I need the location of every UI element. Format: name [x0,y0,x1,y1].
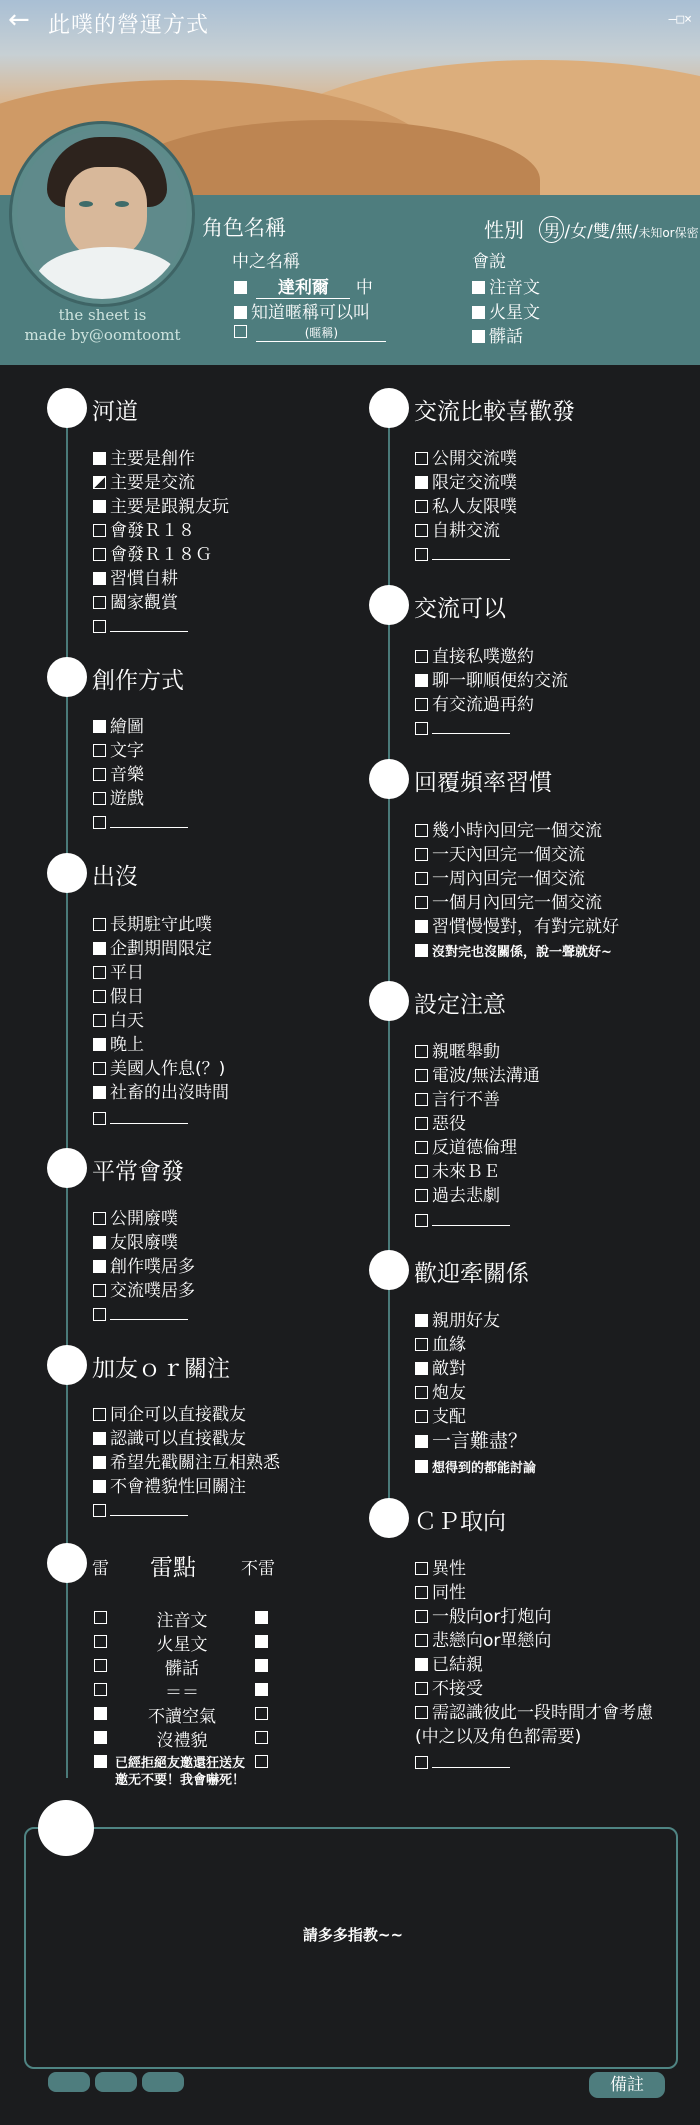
checkbox-empty[interactable] [415,1410,428,1423]
option-item: 長期駐守此噗 [93,914,212,936]
checkbox-empty[interactable] [415,1586,428,1599]
mid-name-value[interactable]: 達利爾 [256,273,350,299]
gender-option-selected[interactable]: 男 [539,216,564,243]
option-item: 已結親 [415,1654,483,1676]
option-blank [415,1210,510,1232]
checkbox-empty[interactable] [415,524,428,537]
blank-line[interactable] [110,1308,188,1320]
option-item: 一般向or打炮向 [415,1606,551,1628]
option-item: 同性 [415,1582,466,1604]
option-item: 不會禮貌性回關注 [93,1476,246,1498]
section-dot [47,1148,87,1188]
landmine-item: 注音文 [156,1611,208,1631]
checkbox-empty[interactable] [93,816,106,829]
section-title-exchange-ok: 交流可以 [414,596,506,622]
nickname-ok-row [234,298,370,323]
option-item: 會發Ｒ１８ [93,520,195,542]
sheet-credit [10,305,195,345]
section-title-landmine: 雷點 [150,1555,196,1581]
checkbox-checked[interactable] [415,674,428,687]
mine-column-label: 雷 [92,1559,109,1579]
section-dot [369,1498,409,1538]
checkbox-empty[interactable] [415,452,428,465]
speaks-item [472,273,540,298]
checkbox-empty[interactable] [415,1214,428,1227]
gender-option[interactable]: 雙 [592,222,610,242]
checkbox-empty[interactable] [415,1045,428,1058]
option-item: 白天 [93,1010,144,1032]
notes-dot [38,1800,94,1856]
blank-line[interactable] [110,1504,188,1516]
option-item: 幾小時內回完一個交流 [415,820,602,842]
blank-line[interactable] [432,1214,510,1226]
option-item: 晚上 [93,1034,144,1056]
notes-button[interactable]: 備註 [589,2072,665,2098]
option-item: 限定交流噗 [415,472,517,494]
checkbox-empty[interactable] [93,744,106,757]
checkbox-checked[interactable] [93,1480,106,1493]
option-item: 自耕交流 [415,520,500,542]
option-item: 親暱舉動 [415,1041,500,1063]
checkbox-empty[interactable] [415,1093,428,1106]
option-item: 一周內回完一個交流 [415,868,585,890]
speaks-item [472,322,523,347]
safe-checkbox-empty[interactable] [255,1707,268,1720]
checkbox-empty[interactable] [415,1634,428,1647]
title-bar [0,0,700,42]
checkbox-empty[interactable] [415,1562,428,1575]
option-item: 一言難盡？ [415,1430,527,1453]
section-dot [369,388,409,428]
mine-checkbox-empty[interactable] [94,1659,107,1672]
checkbox-checked[interactable] [93,1260,106,1273]
option-item: 主要是創作 [93,448,195,470]
option-item: 血緣 [415,1334,466,1356]
mid-name-row [234,273,373,299]
option-item: 直接私噗邀約 [415,646,534,668]
option-item: 習慣自耕 [93,568,178,590]
option-blank [415,544,510,566]
option-item: 平日 [93,962,144,984]
footer-pill-button[interactable] [48,2072,90,2092]
option-item: 敵對 [415,1358,466,1380]
checkbox-empty[interactable] [415,1117,428,1130]
checkbox-empty[interactable] [93,1308,106,1321]
checkbox-empty[interactable] [415,1386,428,1399]
landmine-extra-line: 已經拒絕友邀還狂送友 [115,1756,246,1771]
checkbox-empty[interactable] [93,1284,106,1297]
nickname-row [234,322,386,342]
mine-checkbox-checked[interactable] [94,1731,107,1744]
option-item: 親朋好友 [415,1310,500,1332]
checkbox-checked[interactable] [415,1658,428,1671]
checkbox-checked[interactable] [234,306,247,319]
section-title-posting: 平常會發 [92,1159,184,1185]
option-blank [415,718,510,740]
nickname-hint[interactable]: (暱稱) [256,324,386,342]
checkbox-checked[interactable] [93,572,106,585]
checkbox-empty[interactable] [415,1141,428,1154]
checkbox-empty[interactable] [93,792,106,805]
checkbox-empty[interactable] [415,500,428,513]
section-title-cp: ＣＰ取向 [414,1509,506,1535]
checkbox-empty[interactable] [415,1069,428,1082]
section-title-presence: 出沒 [92,864,138,890]
option-blank [415,1752,510,1774]
gender-option[interactable]: 未知or保密 [638,226,699,240]
avatar [12,124,192,304]
checkbox-empty[interactable] [415,1610,428,1623]
mid-name-label: 中之名稱 [232,252,300,272]
checkbox-empty[interactable] [93,548,106,561]
section-title-follow: 加友ｏｒ關注 [92,1356,230,1382]
landmine-item: 火星文 [156,1635,208,1655]
section-dot [47,1543,87,1583]
section-dot [369,585,409,625]
option-item: 創作噗居多 [93,1256,195,1278]
footer-pill-button[interactable] [95,2072,137,2092]
checkbox-checked[interactable] [472,281,485,294]
option-item: 一個月內回完一個交流 [415,892,602,914]
option-item: 同企可以直接戳友 [93,1404,246,1426]
option-item: 異性 [415,1558,466,1580]
checkbox-empty[interactable] [415,1706,428,1719]
mine-checkbox-checked[interactable] [94,1707,107,1720]
option-item: 惡役 [415,1113,466,1135]
checkbox-empty[interactable] [93,620,106,633]
checkbox-checked[interactable] [415,1362,428,1375]
section-title-creation: 創作方式 [92,668,184,694]
option-item: 假日 [93,986,144,1008]
footer-pill-button[interactable] [142,2072,184,2092]
landmine-item: 不讀空氣 [148,1707,216,1727]
option-item: 過去悲劇 [415,1185,500,1207]
avatar-face [65,167,147,259]
credit-line: made by@oomtoomt [24,326,181,344]
section-title-river: 河道 [92,399,138,425]
option-item: 企劃期間限定 [93,938,212,960]
landmine-extra-line: 邀无不要！我會嚇死！ [115,1773,246,1788]
option-item: 電波/無法溝通 [415,1065,540,1087]
landmine-item: ＝＝ [165,1683,199,1703]
section-dot [369,981,409,1021]
option-item: 想得到的都能討論 [415,1458,536,1480]
checkbox-empty[interactable] [415,650,428,663]
blank-line[interactable] [110,620,188,632]
checkbox-checked[interactable] [93,1236,106,1249]
checkbox-checked[interactable] [93,1086,106,1099]
option-item: 闔家觀賞 [93,592,178,614]
mine-checkbox-empty[interactable] [94,1683,107,1696]
checkbox-checked[interactable] [415,476,428,489]
option-item: 聊一聊順便約交流 [415,670,568,692]
option-item: 交流噗居多 [93,1280,195,1302]
checkbox-empty[interactable] [93,918,106,931]
mine-checkbox-empty[interactable] [94,1635,107,1648]
checkbox-checked[interactable] [415,920,428,933]
speaks-label-text: 髒話 [489,327,523,347]
checkbox-empty[interactable] [415,548,428,561]
checkbox-empty[interactable] [415,1165,428,1178]
checkbox-empty[interactable] [415,896,428,909]
blank-line[interactable] [432,722,510,734]
role-name-label: 角色名稱 [202,216,286,240]
option-item: 習慣慢慢對，有對完就好 [415,916,619,938]
gender-label: 性別 [484,218,524,242]
blank-line[interactable] [432,1756,510,1768]
section-title-caution: 設定注意 [414,992,506,1018]
section-title-exchange: 交流比較喜歡發 [414,399,575,425]
checkbox-empty[interactable] [415,1756,428,1769]
option-item: 希望先戳關注互相熟悉 [93,1452,280,1474]
option-item: 主要是交流 [93,472,195,494]
checkbox-checked[interactable] [93,452,106,465]
section-title-relation: 歡迎牽關係 [414,1261,529,1287]
option-note: (中之以及角色都需要) [415,1727,582,1747]
checkbox-empty[interactable] [93,1212,106,1225]
option-item: 友限廢噗 [93,1232,178,1254]
option-item: 沒對完也沒關係，說一聲就好~ [415,942,612,964]
option-item: 有交流過再約 [415,694,534,716]
option-item: 未來ＢＥ [415,1161,500,1183]
checkbox-checked[interactable] [93,720,106,733]
option-item: 公開廢噗 [93,1208,178,1230]
blank-line[interactable] [432,548,510,560]
option-blank [93,812,188,834]
checkbox-checked[interactable] [93,500,106,513]
safe-checkbox-checked[interactable] [255,1611,268,1624]
checkbox-empty[interactable] [93,1408,106,1421]
checkbox-empty[interactable] [93,966,106,979]
checkbox-checked[interactable] [93,1456,106,1469]
checkbox-empty[interactable] [93,990,106,1003]
safe-checkbox-checked[interactable] [255,1683,268,1696]
option-item: 炮友 [415,1382,466,1404]
safe-checkbox-checked[interactable] [255,1635,268,1648]
checkbox-empty[interactable] [93,1112,106,1125]
checkbox-checked[interactable] [472,306,485,319]
notes-text: 請多多指教~~ [302,1926,404,1944]
mine-checkbox-empty[interactable] [94,1611,107,1624]
checkbox-empty[interactable] [415,722,428,735]
checkbox-checked[interactable] [415,1314,428,1327]
checkbox-empty[interactable] [93,596,106,609]
checkbox-empty[interactable] [93,1062,106,1075]
option-item: 主要是跟親友玩 [93,496,229,518]
option-item: 悲戀向or單戀向 [415,1630,551,1652]
option-item: 公開交流噗 [415,448,517,470]
option-item: 會發Ｒ１８Ｇ [93,544,212,566]
option-item: 不接受 [415,1678,483,1700]
mid-name-suffix: 中 [355,278,373,298]
notes-box [24,1827,678,2069]
checkbox-checked[interactable] [93,1038,106,1051]
option-blank [93,1500,188,1522]
option-item: 私人友限噗 [415,496,517,518]
window-controls[interactable]: –□× [668,12,692,27]
speaks-label: 會說 [472,252,506,272]
speaks-label-text: 火星文 [489,303,540,323]
checkbox-empty[interactable] [415,1682,428,1695]
safe-checkbox-empty[interactable] [255,1755,268,1768]
option-item: 繪圖 [93,716,144,738]
checkbox-empty[interactable] [415,824,428,837]
option-item: 支配 [415,1406,466,1428]
mine-checkbox-checked[interactable] [94,1755,107,1768]
section-dot [47,388,87,428]
gender-options: 性別 男 /女/雙/無/未知or保密 [484,218,699,242]
option-item: 認識可以直接戳友 [93,1428,246,1450]
option-blank [93,616,188,638]
checkbox-empty[interactable] [415,1338,428,1351]
speaks-item [472,298,540,323]
checkbox-empty[interactable] [93,768,106,781]
option-blank [93,1108,188,1130]
safe-checkbox-empty[interactable] [255,1731,268,1744]
checkbox-checked[interactable] [415,944,428,957]
checkbox-empty[interactable] [415,848,428,861]
checkbox-empty[interactable] [93,524,106,537]
option-item: 一天內回完一個交流 [415,844,585,866]
credit-line: the sheet is [58,306,147,324]
checkbox-empty[interactable] [234,325,247,338]
option-item: 社畜的出沒時間 [93,1082,229,1104]
landmine-item: 髒話 [165,1659,199,1679]
checkbox-checked[interactable] [234,281,247,294]
section-title-reply: 回覆頻率習慣 [414,770,552,796]
option-item: 需認識彼此一段時間才會考慮 [415,1702,653,1724]
checkbox-empty[interactable] [415,872,428,885]
gender-option[interactable]: 女 [570,222,588,242]
option-item: 言行不善 [415,1089,500,1111]
window-title: 此噗的營運方式 [48,13,210,38]
checkbox-partial[interactable] [93,476,106,489]
avatar-eye [79,201,93,207]
back-arrow-icon[interactable]: ← [8,5,30,35]
option-item: 遊戲 [93,788,144,810]
checkbox-checked[interactable] [93,942,106,955]
option-blank [93,1304,188,1326]
section-dot [369,1250,409,1290]
nickname-ok-label: 知道暱稱可以叫 [251,303,370,323]
right-timeline [388,408,390,1513]
option-item: 反道德倫理 [415,1137,517,1159]
blank-line[interactable] [110,816,188,828]
checkbox-checked[interactable] [472,330,485,343]
option-item: 音樂 [93,764,144,786]
section-dot [369,759,409,799]
safe-column-label: 不雷 [241,1559,275,1579]
option-item: 文字 [93,740,144,762]
checkbox-checked[interactable] [415,1460,428,1473]
landmine-item: 沒禮貌 [156,1731,208,1751]
section-dot [47,1345,87,1385]
section-dot [47,657,87,697]
checkbox-empty[interactable] [93,1014,106,1027]
avatar-eye [115,201,129,207]
avatar-scarf [35,247,181,304]
section-dot [47,853,87,893]
checkbox-empty[interactable] [415,1189,428,1202]
speaks-label-text: 注音文 [489,278,540,298]
checkbox-checked[interactable] [415,1435,428,1448]
blank-line[interactable] [110,1112,188,1124]
gender-option[interactable]: 無 [615,222,633,242]
checkbox-empty[interactable] [415,698,428,711]
option-item: 美國人作息(？) [93,1058,225,1080]
safe-checkbox-checked[interactable] [255,1659,268,1672]
checkbox-checked[interactable] [93,1432,106,1445]
checkbox-empty[interactable] [93,1504,106,1517]
